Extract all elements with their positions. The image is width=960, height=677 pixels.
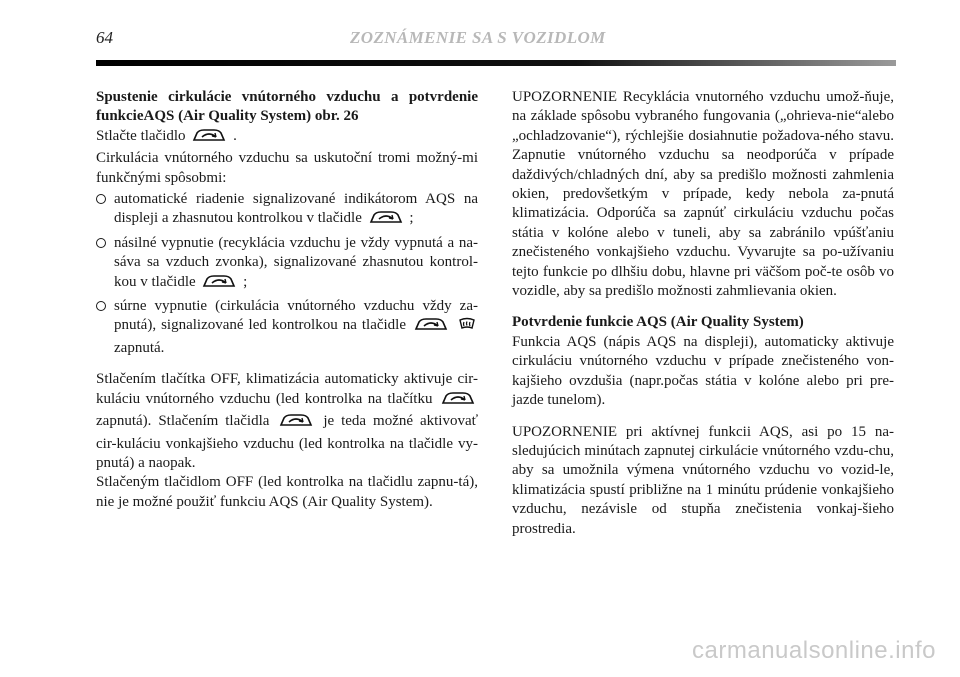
- off-paragraph-2: Stlačeným tlačidlom OFF (led kontrolka na tlačidlu zapnu-tá), nie je možné použiť funkciu AQS (Air Quality System).: [96, 474, 478, 510]
- running-title: ZOZNÁMENIE SA S VOZIDLOM: [350, 28, 606, 47]
- modes-intro: Cirkulácia vnútorného vzduchu sa uskutoční tromi možný-mi funkčnými spôsobmi:: [96, 150, 478, 186]
- recirculation-icon: [440, 390, 476, 412]
- list-item: [96, 190, 478, 232]
- bullet-text: násilné vypnutie (recyklácia vzduchu je vždy vypnutá a na-sáva sa vzduch zvonka), signalizované zhasnutou kontrol-kou v tlačidle: [114, 234, 478, 290]
- bullet-text-end: ;: [409, 210, 414, 227]
- bullet-text: súrne vypnutie (cirkulácia vnútorného vzduchu vždy za-pnutá), signalizované led kontrolkou na tlačidle: [114, 298, 478, 334]
- bullet-marker: [96, 238, 106, 248]
- press-instruction: [96, 127, 478, 149]
- defrost-icon: [458, 316, 476, 338]
- section-heading-recirculation: Spustenie cirkulácie vnútorného vzduchu a potvrdenie funkcieAQS (Air Quality System) obr. 26: [96, 89, 478, 125]
- left-column: [96, 88, 478, 512]
- off-text-a: Stlačením tlačítka OFF, klimatizácia automaticky aktivuje cir-kuláciu vnútorného vzduchu (led kontrolka na tlačítku: [96, 371, 478, 407]
- off-text-c: je teda možné aktivovať cir-kuláciu vonkajšieho vzduchu (led kontrolka na tlačidle vy-pnutá) a naopak.: [96, 413, 479, 471]
- bullet-text: automatické riadenie signalizované indikátorom AQS na displeji a zhasnutou kontrolkou v tlačidle: [114, 191, 478, 227]
- header-rule: [96, 60, 896, 66]
- watermark: carmanualsonline.info: [692, 637, 936, 664]
- right-column: [512, 88, 894, 539]
- recirculation-icon: [201, 273, 237, 295]
- off-text-b: zapnutá). Stlačením tlačidla: [96, 413, 270, 430]
- recirculation-icon: [368, 209, 404, 231]
- recirculation-icon: [278, 412, 314, 434]
- section-heading-aqs: Potvrdenie funkcie AQS (Air Quality System): [512, 314, 804, 331]
- press-text: Stlačte tlačidlo: [96, 127, 186, 144]
- modes-list: [96, 190, 478, 358]
- list-item: [96, 234, 478, 295]
- list-item: [96, 297, 478, 358]
- press-text-end: .: [233, 127, 237, 144]
- bullet-marker: [96, 194, 106, 204]
- warning-aqs: UPOZORNENIE pri aktívnej funkcii AQS, asi po 15 na-sledujúcich minútach zapnutej cirkulácie vnútorného vzdu-chu, aby sa umožnila výmena vnútorného vzduchu vo vozid-le, klimatizácia spustí približne na 1 minútu prúdenie vonkajšieho vzduchu, nezávisle od stupňa znečistenia vonkaj-šieho prostredia.: [512, 423, 894, 537]
- off-paragraph: [96, 370, 478, 473]
- bullet-marker: [96, 301, 106, 311]
- bullet-text-end: ;: [243, 273, 248, 290]
- aqs-paragraph: Funkcia AQS (nápis AQS na displeji), automaticky aktivuje cirkuláciu vnútorného vzduchu v prípade znečisteného von-kajšieho ovzdušia (napr.počas státia v kolóne alebo pri pre-jazde tunelom).: [512, 333, 894, 409]
- bullet-text-end: zapnutá.: [114, 339, 165, 356]
- page-number: 64: [96, 28, 113, 47]
- warning-recirculation: UPOZORNENIE Recyklácia vnutorného vzduchu umož-ňuje, na základe spôsobu vybraného fungovania („ohrieva-nie“alebo „ochladzovanie“), rýchlejšie dosiahnutie požadova-ného stavu. Zapnutie vnútorného vzduchu sa neodporúča v prípade daždivých/chladných dní, aby sa predišlo možnosti zahmlenia okien, predovšetkým v prípade, kedy nebola za-pnutá klimatizácia. Odporúča sa zapnúť cirkuláciu vzduchu počas státia v kolóne alebo v tuneli, aby sa zabránilo vpúšťaniu znečisteného vonkajšieho vzduchu. Vyvarujte sa po-užívaniu tejto funkcie po dlhšiu dobu, hlavne pri väčšom poč-te osôb vo vozidle, aby sa predišlo možnosti zahmlievania okien.: [512, 89, 894, 300]
- recirculation-icon: [413, 316, 449, 338]
- recirculation-icon: [191, 127, 227, 149]
